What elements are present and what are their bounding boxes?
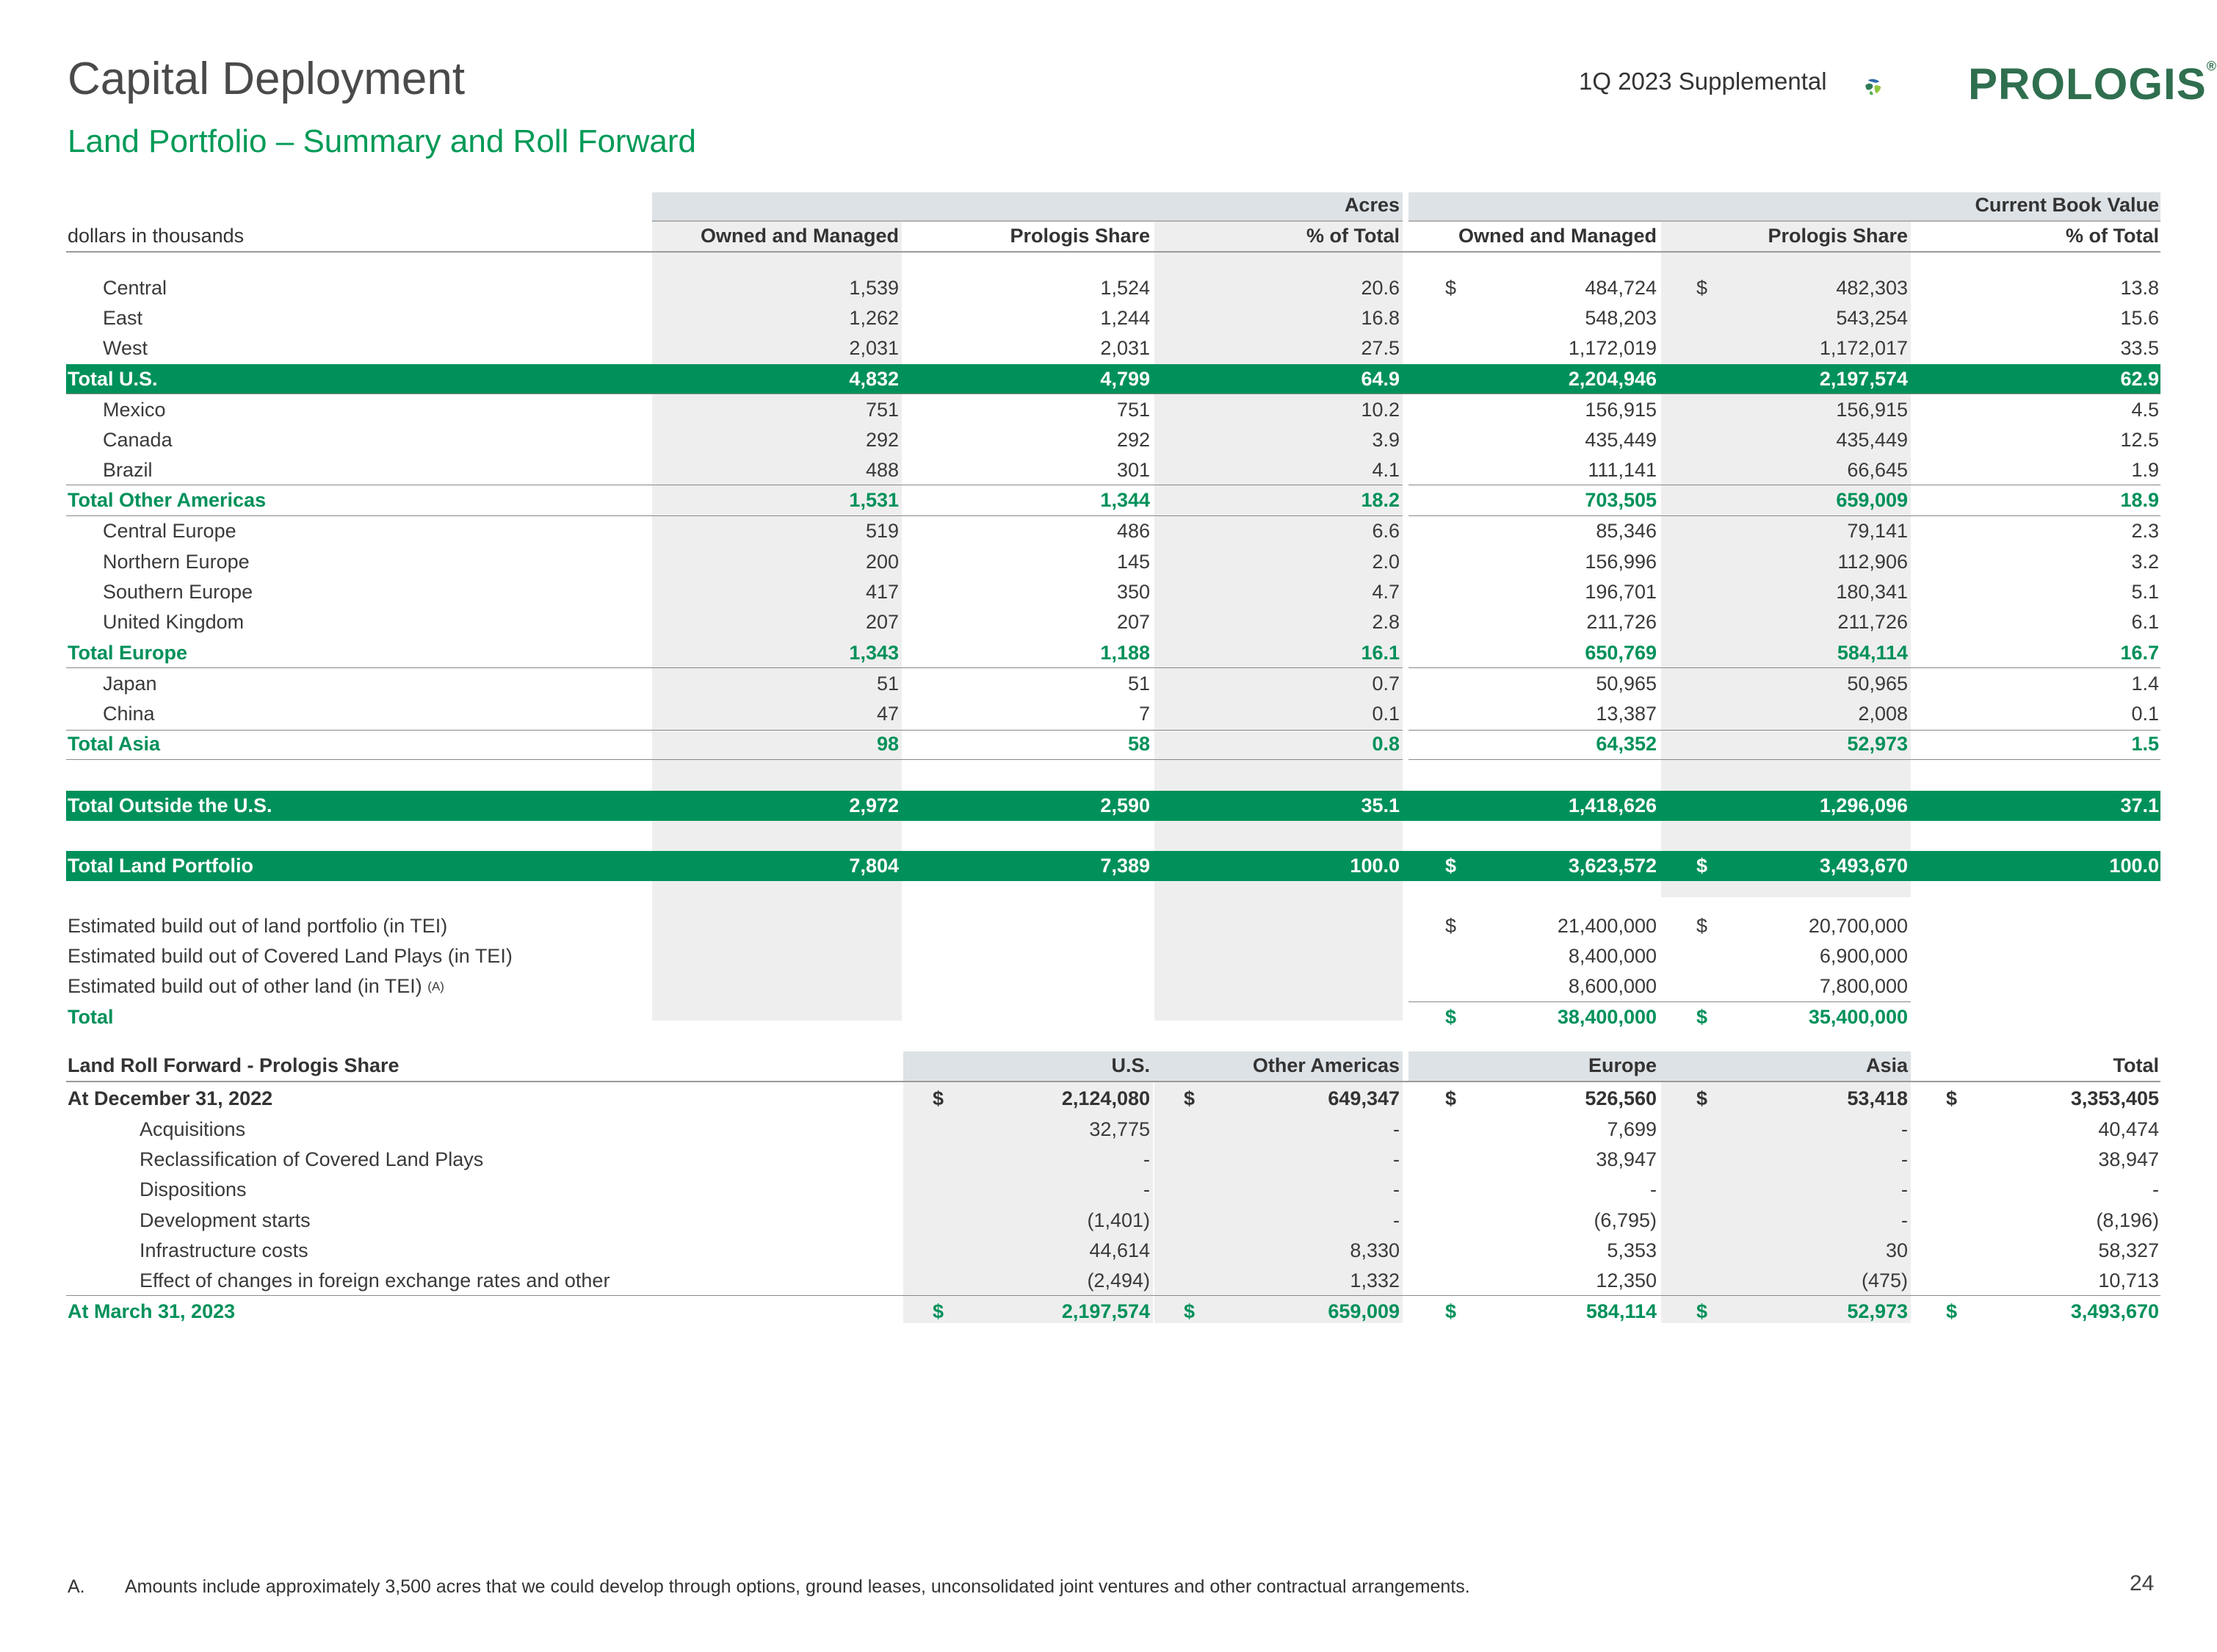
- row-label: [68, 941, 513, 971]
- row-label-text: Estimated build out of other land (in TEI): [68, 975, 422, 997]
- dollar-sign: $: [1184, 1300, 1196, 1322]
- cell-value: 112,906: [1837, 551, 1908, 573]
- row-label: Dispositions: [140, 1178, 247, 1200]
- summary-row: [66, 516, 2160, 546]
- cell-value: 111,141: [1588, 459, 1657, 481]
- cell-value: 211,726: [1586, 611, 1657, 633]
- dollar-sign: $: [933, 1300, 944, 1322]
- row-rule: [1408, 759, 2160, 760]
- cell-value: -: [2152, 1178, 2159, 1200]
- cell-value: 207: [1116, 611, 1150, 633]
- cell-value: 3.9: [1372, 429, 1400, 451]
- cell-value: 2.8: [1372, 611, 1400, 633]
- summary-row: [66, 485, 2160, 515]
- supplemental-label: 1Q 2023 Supplemental: [1579, 68, 1827, 95]
- cell-value: (6,795): [1594, 1209, 1657, 1231]
- summary-row: [66, 851, 2160, 881]
- cell-value: 32,775: [1089, 1118, 1150, 1140]
- cell-value: -: [1143, 1148, 1150, 1170]
- cell-value: 543,254: [1836, 307, 1908, 329]
- row-rule: [1408, 515, 2160, 516]
- cell-value: 5.1: [2131, 581, 2159, 603]
- cell-value: 6.6: [1372, 520, 1400, 542]
- rf-col-europe: Europe: [1588, 1054, 1657, 1076]
- group-header-acres: Acres: [1344, 194, 1400, 216]
- cell-value: 30: [1885, 1239, 1908, 1261]
- page-number: 24: [2130, 1571, 2155, 1595]
- cell-value: 53,418: [1847, 1087, 1908, 1109]
- cell-value: 156,915: [1585, 399, 1657, 421]
- cell-value: 100.0: [1350, 855, 1400, 877]
- cell-value: 62.9: [2120, 368, 2159, 390]
- cell-value: -: [1650, 1178, 1657, 1200]
- rollforward-row: [66, 1206, 2160, 1236]
- dollar-sign: $: [933, 1087, 944, 1109]
- cell-value: 548,203: [1585, 307, 1657, 329]
- cell-value: 519: [865, 520, 899, 542]
- cell-value: 3,493,670: [1819, 855, 1908, 877]
- cell-value: 751: [1116, 399, 1150, 421]
- row-label: Total Other Americas: [68, 489, 267, 511]
- col-header-cbv-ps: Prologis Share: [1768, 225, 1908, 247]
- cell-value: 301: [1116, 459, 1150, 481]
- cell-value: 1,531: [849, 489, 899, 511]
- summary-row: [66, 607, 2160, 637]
- row-label: East: [103, 307, 143, 329]
- summary-row: [66, 729, 2160, 759]
- cell-value: 2.3: [2131, 520, 2159, 542]
- cell-value: 16.1: [1361, 642, 1400, 664]
- summary-row: [66, 699, 2160, 729]
- cell-value: 1,524: [1100, 277, 1150, 299]
- row-label: [68, 911, 447, 941]
- row-label: Japan: [103, 673, 157, 695]
- cell-value: 4,799: [1100, 368, 1150, 390]
- rollforward-row: [66, 1297, 2160, 1327]
- cell-value: 5,353: [1607, 1239, 1657, 1261]
- rollforward-row: [66, 1145, 2160, 1175]
- cell-value: 58: [1127, 733, 1150, 755]
- cell-value: -: [1393, 1148, 1400, 1170]
- cell-value: 52,973: [1847, 1300, 1908, 1322]
- rollforward-row: [66, 1084, 2160, 1114]
- buildout-row: [66, 941, 2160, 971]
- cell-value: 417: [865, 581, 899, 603]
- cell-value: 1,262: [849, 307, 899, 329]
- cell-value: 2,008: [1858, 703, 1908, 725]
- logo-text-logis: LOGIS: [2066, 59, 2207, 109]
- dollar-sign: $: [1445, 855, 1457, 877]
- cell-value: 1,188: [1100, 642, 1150, 664]
- cell-value: 100.0: [2109, 855, 2159, 877]
- cell-value: 1.5: [2131, 733, 2159, 755]
- cell-value: 6,900,000: [1819, 945, 1908, 967]
- row-label: Southern Europe: [103, 581, 253, 603]
- cell-value: -: [1143, 1178, 1150, 1200]
- summary-row: [66, 364, 2160, 394]
- cell-value: 649,347: [1328, 1087, 1400, 1109]
- dollar-sign: $: [1184, 1087, 1196, 1109]
- page-title: Capital Deployment: [68, 54, 466, 104]
- cell-value: 488: [865, 459, 899, 481]
- row-label: Total Europe: [68, 642, 188, 664]
- cell-value: 37.1: [2120, 794, 2159, 816]
- cell-value: 4,832: [849, 368, 899, 390]
- row-label: West: [103, 337, 148, 359]
- cell-value: 38,947: [1596, 1148, 1657, 1170]
- cell-value: 12.5: [2120, 429, 2159, 451]
- cell-value: 584,114: [1585, 1300, 1657, 1322]
- group-header-cbv: Current Book Value: [1975, 194, 2159, 216]
- cell-value: 35.1: [1361, 794, 1400, 816]
- cell-value: -: [1901, 1178, 1908, 1200]
- cell-value: 7,800,000: [1819, 975, 1908, 997]
- col-header-cbv-om: Owned and Managed: [1458, 225, 1657, 247]
- cell-value: 8,600,000: [1568, 975, 1657, 997]
- cell-value: 196,701: [1585, 581, 1657, 603]
- cell-value: 27.5: [1361, 337, 1400, 359]
- cell-value: (2,494): [1087, 1269, 1150, 1291]
- prologis-globe-icon: [1862, 50, 1950, 123]
- dollar-sign: $: [1445, 1006, 1457, 1028]
- row-label: At March 31, 2023: [68, 1300, 236, 1322]
- cell-value: 10.2: [1361, 399, 1400, 421]
- group-rule-cbv: [1408, 220, 2160, 222]
- col-header-acres-om: Owned and Managed: [700, 225, 899, 247]
- row-label: Mexico: [103, 399, 166, 421]
- cell-value: 18.9: [2120, 489, 2159, 511]
- cell-value: (8,196): [2096, 1209, 2159, 1231]
- cell-value: 20,700,000: [1808, 915, 1908, 937]
- cell-value: 7,804: [849, 855, 899, 877]
- cell-value: 350: [1116, 581, 1150, 603]
- cell-value: 2,590: [1100, 794, 1150, 816]
- summary-row: [66, 577, 2160, 607]
- dollar-sign: $: [1445, 915, 1457, 937]
- cell-value: 200: [865, 551, 899, 573]
- cell-value: 2,031: [849, 337, 899, 359]
- row-label: Reclassification of Covered Land Plays: [140, 1148, 484, 1170]
- footnote-letter: A.: [68, 1576, 85, 1597]
- logo-text-pro: PRO: [1968, 59, 2066, 109]
- row-label: Infrastructure costs: [140, 1239, 308, 1261]
- row-label: [68, 971, 444, 1001]
- row-label: Total U.S.: [68, 368, 158, 390]
- cell-value: 650,769: [1585, 642, 1657, 664]
- row-label: Central: [103, 277, 167, 299]
- cell-value: 3.2: [2131, 551, 2159, 573]
- buildout-row: [66, 911, 2160, 941]
- row-rule: [66, 759, 1403, 760]
- row-label: Total Land Portfolio: [68, 855, 253, 877]
- dollar-sign: $: [1696, 1006, 1708, 1028]
- row-label: Total Outside the U.S.: [68, 794, 272, 816]
- cell-value: -: [1901, 1148, 1908, 1170]
- cell-value: 7: [1138, 703, 1150, 725]
- row-label: Northern Europe: [103, 551, 250, 573]
- cell-value: 145: [1116, 551, 1150, 573]
- dollar-sign: $: [1696, 855, 1708, 877]
- cell-value: 659,009: [1328, 1300, 1400, 1322]
- col-header-cbv-pct: % of Total: [2066, 225, 2159, 247]
- cell-value: 4.7: [1372, 581, 1400, 603]
- rf-col-us: U.S.: [1111, 1054, 1150, 1076]
- footnote-text: Amounts include approximately 3,500 acres that we could develop through options, ground leases, unconsolidated joint ventures and other contractual arrangements.: [125, 1576, 1470, 1597]
- cell-value: 58,327: [2098, 1239, 2159, 1261]
- cell-value: 156,915: [1836, 399, 1908, 421]
- cell-value: 21,400,000: [1557, 915, 1657, 937]
- cell-value: 703,505: [1585, 489, 1657, 511]
- summary-row: [66, 547, 2160, 577]
- row-rule: [1408, 667, 2160, 668]
- cell-value: 482,303: [1836, 277, 1908, 299]
- cell-value: 64.9: [1361, 368, 1400, 390]
- cell-value: 12,350: [1596, 1269, 1657, 1291]
- units-label: dollars in thousands: [68, 225, 245, 247]
- row-label-text: Total: [68, 1006, 114, 1028]
- cell-value: 0.1: [2131, 703, 2159, 725]
- cell-value: 2,972: [849, 794, 899, 816]
- summary-row: [66, 273, 2160, 303]
- dollar-sign: $: [1445, 1300, 1457, 1322]
- cell-value: 526,560: [1585, 1087, 1657, 1109]
- rf-col-asia: Asia: [1865, 1054, 1908, 1076]
- row-label: Total Asia: [68, 733, 161, 755]
- group-rule-acres: [652, 220, 1403, 222]
- cell-value: 0.8: [1372, 733, 1400, 755]
- row-label-text: Estimated build out of Covered Land Plays (in TEI): [68, 945, 513, 967]
- cell-value: 1,332: [1350, 1269, 1400, 1291]
- cell-value: 292: [1116, 429, 1150, 451]
- rollforward-row: [66, 1115, 2160, 1145]
- cell-value: 38,400,000: [1557, 1006, 1657, 1028]
- cell-value: 156,996: [1585, 551, 1657, 573]
- cell-value: 435,449: [1836, 429, 1908, 451]
- buildout-total-rule: [1408, 1001, 1911, 1002]
- summary-row: [66, 333, 2160, 363]
- cell-value: 35,400,000: [1808, 1006, 1908, 1028]
- dollar-sign: $: [1946, 1087, 1958, 1109]
- cell-value: 484,724: [1585, 277, 1657, 299]
- cell-value: 98: [876, 733, 899, 755]
- cell-value: 4.1: [1372, 459, 1400, 481]
- cell-value: -: [1393, 1209, 1400, 1231]
- summary-row: [66, 425, 2160, 455]
- cell-value: 2,124,080: [1061, 1087, 1150, 1109]
- cell-value: 1,296,096: [1819, 794, 1908, 816]
- cell-value: 1,244: [1100, 307, 1150, 329]
- header-rule: [66, 251, 2160, 253]
- row-rule: [66, 730, 1403, 731]
- cell-value: 16.7: [2120, 642, 2159, 664]
- cell-value: 8,330: [1350, 1239, 1400, 1261]
- cell-value: -: [1901, 1118, 1908, 1140]
- summary-row: [66, 455, 2160, 485]
- rollforward-row: [66, 1266, 2160, 1296]
- cell-value: 10,713: [2098, 1269, 2159, 1291]
- cell-value: 3,623,572: [1568, 855, 1657, 877]
- dollar-sign: $: [1696, 1087, 1708, 1109]
- cell-value: 2,204,946: [1568, 368, 1657, 390]
- cell-value: 7,389: [1100, 855, 1150, 877]
- cell-value: (475): [1861, 1269, 1908, 1291]
- cell-value: 44,614: [1089, 1239, 1150, 1261]
- row-label: Development starts: [140, 1209, 311, 1231]
- cell-value: 18.2: [1361, 489, 1400, 511]
- row-label: [68, 1002, 114, 1032]
- summary-row: [66, 791, 2160, 821]
- cell-value: 2,031: [1100, 337, 1150, 359]
- footnote-ref: (A): [427, 979, 444, 993]
- cell-value: 50,965: [1596, 673, 1657, 695]
- cell-value: 0.1: [1372, 703, 1400, 725]
- cell-value: 1,344: [1100, 489, 1150, 511]
- cell-value: 1,539: [849, 277, 899, 299]
- cell-value: -: [1393, 1178, 1400, 1200]
- row-label-text: Estimated build out of land portfolio (in TEI): [68, 915, 448, 937]
- dollar-sign: $: [1696, 1300, 1708, 1322]
- cell-value: 7,699: [1607, 1118, 1657, 1140]
- cell-value: 16.8: [1361, 307, 1400, 329]
- cell-value: 292: [865, 429, 899, 451]
- cell-value: 3,353,405: [2070, 1087, 2159, 1109]
- cell-value: 38,947: [2098, 1148, 2159, 1170]
- buildout-row: [66, 971, 2160, 1001]
- summary-row: [66, 303, 2160, 333]
- dollar-sign: $: [1946, 1300, 1958, 1322]
- cell-value: 40,474: [2098, 1118, 2159, 1140]
- row-label: United Kingdom: [103, 611, 245, 633]
- cell-value: 2.0: [1372, 551, 1400, 573]
- cell-value: 66,645: [1847, 459, 1908, 481]
- rf-col-total: Total: [2113, 1054, 2159, 1076]
- cell-value: 180,341: [1836, 581, 1908, 603]
- row-rule: [66, 667, 1403, 668]
- summary-row: [66, 638, 2160, 668]
- cell-value: 3,493,670: [2070, 1300, 2159, 1322]
- cell-value: 1.9: [2131, 459, 2159, 481]
- logo-registered-mark: ®: [2206, 59, 2217, 73]
- rf-header-rule: [66, 1081, 2160, 1082]
- row-rule: [1408, 730, 2160, 731]
- cell-value: 1,418,626: [1568, 794, 1657, 816]
- row-label: Canada: [103, 429, 173, 451]
- dollar-sign: $: [1445, 277, 1457, 299]
- cell-value: 486: [1116, 520, 1150, 542]
- cell-value: 1,172,017: [1819, 337, 1908, 359]
- row-label: Effect of changes in foreign exchange rates and other: [140, 1269, 610, 1291]
- row-label: Brazil: [103, 459, 153, 481]
- cell-value: 2,197,574: [1819, 368, 1908, 390]
- cell-value: 4.5: [2131, 399, 2159, 421]
- cell-value: 79,141: [1847, 520, 1908, 542]
- cell-value: 1.4: [2131, 673, 2159, 695]
- dollar-sign: $: [1445, 1087, 1457, 1109]
- row-rule: [66, 515, 1403, 516]
- cell-value: 659,009: [1836, 489, 1908, 511]
- cell-value: 751: [865, 399, 899, 421]
- row-label: Central Europe: [103, 520, 236, 542]
- summary-row: [66, 395, 2160, 425]
- cell-value: 64,352: [1596, 733, 1657, 755]
- cell-value: 15.6: [2120, 307, 2159, 329]
- col-header-acres-ps: Prologis Share: [1010, 225, 1150, 247]
- cell-value: 33.5: [2120, 337, 2159, 359]
- rf-col-other-americas: Other Americas: [1252, 1054, 1400, 1076]
- cell-value: 435,449: [1585, 429, 1657, 451]
- cell-value: -: [1901, 1209, 1908, 1231]
- cell-value: 211,726: [1837, 611, 1908, 633]
- cell-value: 0.7: [1372, 673, 1400, 695]
- rollforward-row: [66, 1175, 2160, 1205]
- page-subtitle: Land Portfolio – Summary and Roll Forward: [68, 123, 696, 159]
- cell-value: 51: [876, 673, 899, 695]
- cell-value: 6.1: [2131, 611, 2159, 633]
- cell-value: 50,965: [1847, 673, 1908, 695]
- row-label: At December 31, 2022: [68, 1087, 273, 1109]
- cell-value: 8,400,000: [1568, 945, 1657, 967]
- cell-value: 2,197,574: [1061, 1300, 1150, 1322]
- summary-row: [66, 669, 2160, 699]
- cell-value: 47: [876, 703, 899, 725]
- cell-value: 207: [865, 611, 899, 633]
- cell-value: 20.6: [1361, 277, 1400, 299]
- cell-value: 584,114: [1837, 642, 1908, 664]
- rf-total-rule: [66, 1295, 2160, 1296]
- cell-value: 1,343: [849, 642, 899, 664]
- rollforward-row: [66, 1236, 2160, 1266]
- cell-value: 1,172,019: [1568, 337, 1657, 359]
- dollar-sign: $: [1696, 915, 1708, 937]
- cell-value: (1,401): [1087, 1209, 1150, 1231]
- row-label: China: [103, 703, 155, 725]
- cell-value: 13,387: [1596, 703, 1657, 725]
- buildout-row: [66, 1002, 2160, 1032]
- rollforward-title: Land Roll Forward - Prologis Share: [68, 1054, 399, 1076]
- dollar-sign: $: [1696, 277, 1708, 299]
- prologis-logo: [1968, 59, 2217, 109]
- cell-value: 13.8: [2120, 277, 2159, 299]
- cell-value: 51: [1127, 673, 1150, 695]
- cell-value: 52,973: [1847, 733, 1908, 755]
- cell-value: 85,346: [1596, 520, 1657, 542]
- cell-value: -: [1393, 1118, 1400, 1140]
- row-label: Acquisitions: [140, 1118, 246, 1140]
- col-header-acres-pct: % of Total: [1306, 225, 1400, 247]
